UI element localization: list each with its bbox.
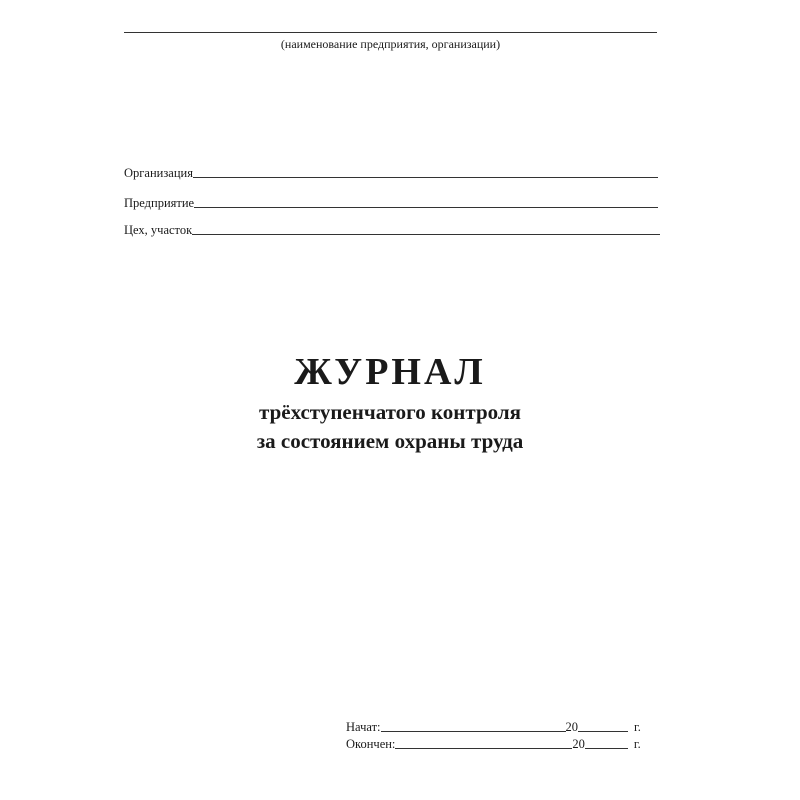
end-century: 20 [572, 737, 585, 751]
organization-name-line [124, 32, 657, 33]
organization-label: Организация [124, 166, 193, 180]
end-date-field [346, 736, 641, 751]
enterprise-field [124, 195, 658, 210]
journal-title: ЖУРНАЛ [294, 351, 486, 393]
start-year-blank-line [578, 719, 628, 732]
journal-subtitle-line-2: за состоянием охраны труда [256, 429, 524, 453]
organization-blank-line [193, 165, 658, 178]
journal-subtitle-line-1: трёхступенчатого контроля [259, 400, 521, 424]
enterprise-blank-line [194, 195, 658, 208]
end-year-suffix: г. [633, 737, 641, 751]
organization-name-caption: (наименование предприятия, организации) [280, 37, 501, 51]
start-date-label: Начат: [346, 720, 381, 734]
enterprise-label: Предприятие [124, 196, 195, 210]
start-century: 20 [565, 720, 579, 734]
end-year-blank-line [585, 736, 628, 749]
workshop-label: Цех, участок [124, 223, 193, 237]
workshop-blank-line [192, 222, 660, 235]
workshop-field [124, 222, 660, 237]
end-date-blank-line [395, 736, 572, 749]
start-date-blank-line [381, 719, 566, 732]
start-date-field [346, 719, 641, 734]
start-year-suffix: г. [634, 720, 641, 734]
organization-field [124, 165, 658, 180]
end-date-label: Окончен: [346, 737, 396, 751]
